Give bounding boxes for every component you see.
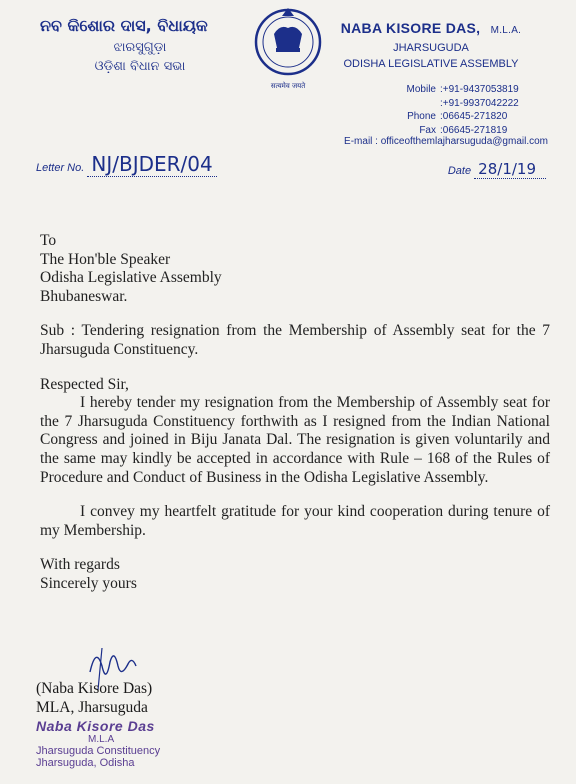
paragraph-2: I convey my heartfelt gratitude for your kind cooperation during tenure of my Membership. bbox=[40, 503, 550, 539]
contact-row: : +91-9937042222 bbox=[440, 97, 519, 109]
odia-assembly: ଓଡ଼ିଶା ବିଧାନ ସଭା bbox=[94, 59, 186, 74]
place: JHARSUGUDA bbox=[393, 42, 469, 54]
subject: Sub : Tendering resignation from the Membership of Assembly seat for the 7 Jharsuguda Constituency. bbox=[40, 322, 550, 358]
to-line: To bbox=[40, 232, 57, 249]
stamp-line-1: Jharsuguda Constituency bbox=[36, 745, 161, 757]
letter-date: Date 28/1/19 bbox=[448, 160, 546, 178]
contact-list bbox=[378, 83, 548, 137]
signatory-title: MLA, Jharsuguda bbox=[36, 698, 148, 716]
stamp-name: Naba Kisore Das bbox=[36, 718, 155, 734]
letter-number-value: NJ/BJDER/04 bbox=[87, 152, 216, 177]
email: E-mail : officeofthemlajharsuguda@gmail.com bbox=[344, 136, 548, 147]
contact-row: Phone : 06645-271820 bbox=[407, 111, 508, 122]
signatory-name: (Naba Kisore Das) bbox=[36, 680, 153, 697]
stamp-mla: M.L.A bbox=[88, 734, 115, 745]
contact-row: Mobile : +91-9437053819 bbox=[406, 84, 519, 95]
salutation: Respected Sir, bbox=[40, 375, 129, 393]
assembly: ODISHA LEGISLATIVE ASSEMBLY bbox=[343, 58, 519, 70]
rubber-stamp bbox=[36, 718, 196, 769]
closing-sincerely: Sincerely yours bbox=[40, 574, 137, 592]
mla-name: NABA KISORE DAS, bbox=[340, 20, 481, 36]
letter-number: Letter No. NJ/BJDER/04 bbox=[36, 152, 217, 176]
stamp-line-2: Jharsuguda, Odisha bbox=[36, 757, 135, 769]
contact-row: Fax : 06645-271819 bbox=[419, 124, 508, 136]
mla-title: M.L.A. bbox=[490, 25, 522, 36]
addressee-org: Odisha Legislative Assembly bbox=[40, 269, 222, 287]
odia-letterhead bbox=[40, 16, 240, 74]
odia-place: ଝାରସୁଗୁଡ଼ା bbox=[113, 40, 167, 55]
addressee-city: Bhubaneswar. bbox=[40, 287, 128, 305]
closing-regards: With regards bbox=[40, 556, 120, 574]
paragraph-1: I hereby tender my resignation from the Membership of Assembly seat for the 7 Jharsuguda Constituency forthwith as I resigned from the Indian National Congress and joined in Biju Janata Dal. The resignation is given voluntarily and the same may kindly be accepted in accordance with Rule – 168 of the Rules of Procedure and Conduct of Business in the Odisha Legislative Assembly. bbox=[40, 394, 550, 486]
date-value: 28/1/19 bbox=[474, 160, 546, 179]
addressee: The Hon'ble Speaker bbox=[40, 250, 171, 268]
signoff bbox=[36, 680, 152, 717]
english-letterhead bbox=[316, 20, 546, 70]
odia-name: ନବ କିଶୋର ଦାସ, ବିଧାୟକ bbox=[40, 16, 208, 35]
emblem-motto: सत्यमेव जयते bbox=[270, 82, 306, 90]
state-emblem-icon bbox=[252, 4, 324, 92]
letter-body bbox=[40, 232, 550, 594]
